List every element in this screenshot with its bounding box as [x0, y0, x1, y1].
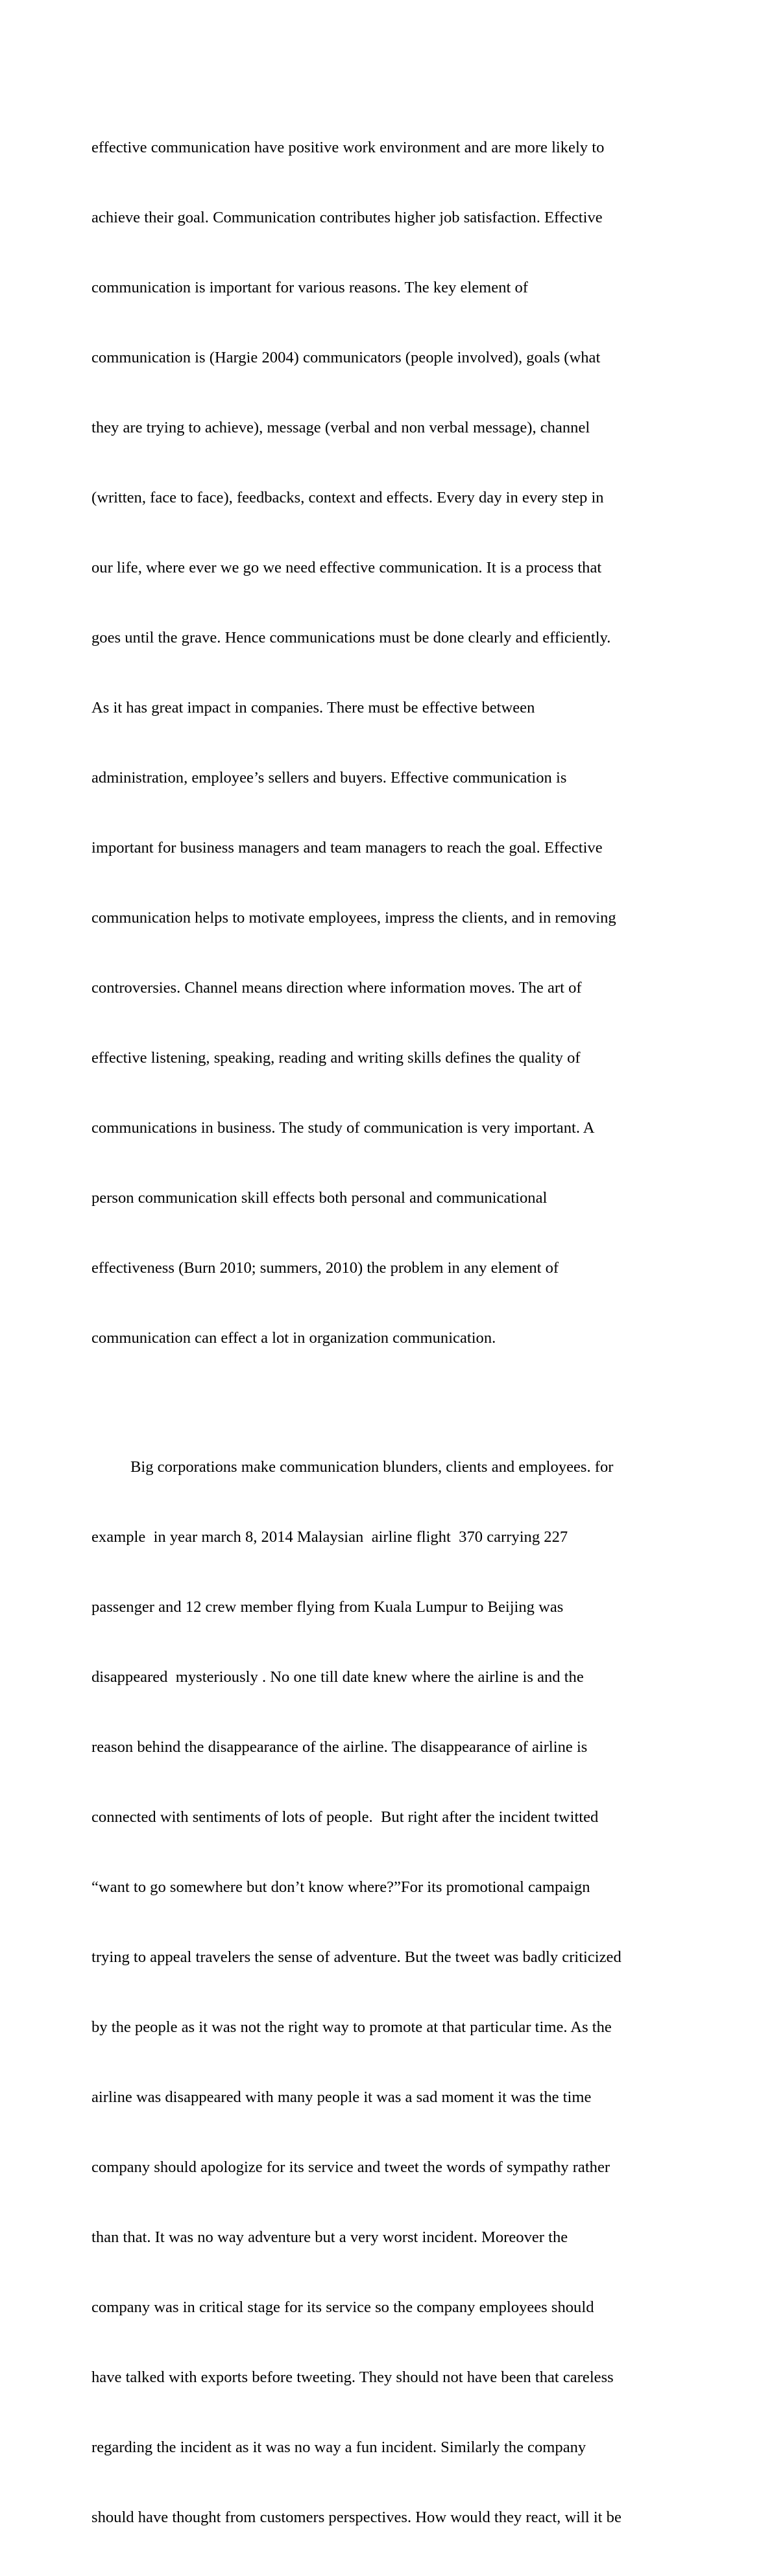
text-line: should have thought from customers perspectives. How would they react, will it be [91, 2509, 621, 2526]
text-line: they are trying to achieve), message (verbal and non verbal message), channel [91, 419, 590, 436]
text-line: As it has great impact in companies. There must be effective between [91, 699, 535, 716]
text-line: by the people as it was not the right way to promote at that particular time. As the [91, 2018, 612, 2036]
text-line: our life, where ever we go we need effective communication. It is a process that [91, 559, 602, 576]
text-line: communications in business. The study of communication is very important. A [91, 1119, 595, 1137]
text-line: passenger and 12 crew member flying from Kuala Lumpur to Beijing was [91, 1598, 564, 1616]
text-line: airline was disappeared with many people it was a sad moment it was the time [91, 2088, 592, 2106]
text-line: regarding the incident as it was no way a fun incident. Similarly the company [91, 2439, 586, 2456]
text-line: (written, face to face), feedbacks, context and effects. Every day in every step in [91, 489, 604, 506]
text-line: communication helps to motivate employees, impress the clients, and in removing [91, 909, 616, 927]
text-line: trying to appeal travelers the sense of adventure. But the tweet was badly criticized [91, 1948, 621, 1966]
text-line: goes until the grave. Hence communications must be done clearly and efficiently. [91, 629, 611, 646]
document-body [91, 89, 688, 2576]
text-line: company was in critical stage for its service so the company employees should [91, 2298, 594, 2316]
text-line: communication is important for various reasons. The key element of [91, 279, 528, 296]
text-line: administration, employee’s sellers and buyers. Effective communication is [91, 769, 567, 786]
text-line: connected with sentiments of lots of people. But right after the incident twitted [91, 1808, 599, 1826]
paragraph-1 [91, 89, 688, 1397]
text-line: “want to go somewhere but don’t know where?”For its promotional campaign [91, 1878, 590, 1896]
text-line: controversies. Channel means direction where information moves. The art of [91, 979, 582, 997]
text-line: achieve their goal. Communication contributes higher job satisfaction. Effective [91, 209, 603, 226]
text-line: example in year march 8, 2014 Malaysian airline flight 370 carrying 227 [91, 1528, 568, 1546]
text-line-indented: Big corporations make communication blunders, clients and employees. for [130, 1458, 614, 1476]
text-line: company should apologize for its service and tweet the words of sympathy rather [91, 2158, 610, 2176]
paragraph-2 [91, 1409, 688, 2576]
text-line: disappeared mysteriously . No one till date knew where the airline is and the [91, 1668, 584, 1686]
text-line: person communication skill effects both personal and communicational [91, 1189, 548, 1207]
text-line: communication can effect a lot in organization communication. [91, 1329, 496, 1347]
text-line: than that. It was no way adventure but a very worst incident. Moreover the [91, 2228, 568, 2246]
text-line: reason behind the disappearance of the airline. The disappearance of airline is [91, 1738, 588, 1756]
text-line: effective communication have positive work environment and are more likely to [91, 139, 605, 156]
text-line: communication is (Hargie 2004) communicators (people involved), goals (what [91, 349, 601, 366]
text-line: effectiveness (Burn 2010; summers, 2010) the problem in any element of [91, 1259, 559, 1277]
text-line: effective listening, speaking, reading and writing skills defines the quality of [91, 1049, 581, 1067]
text-line: have talked with exports before tweeting. They should not have been that careless [91, 2369, 614, 2386]
text-line: important for business managers and team managers to reach the goal. Effective [91, 839, 603, 857]
